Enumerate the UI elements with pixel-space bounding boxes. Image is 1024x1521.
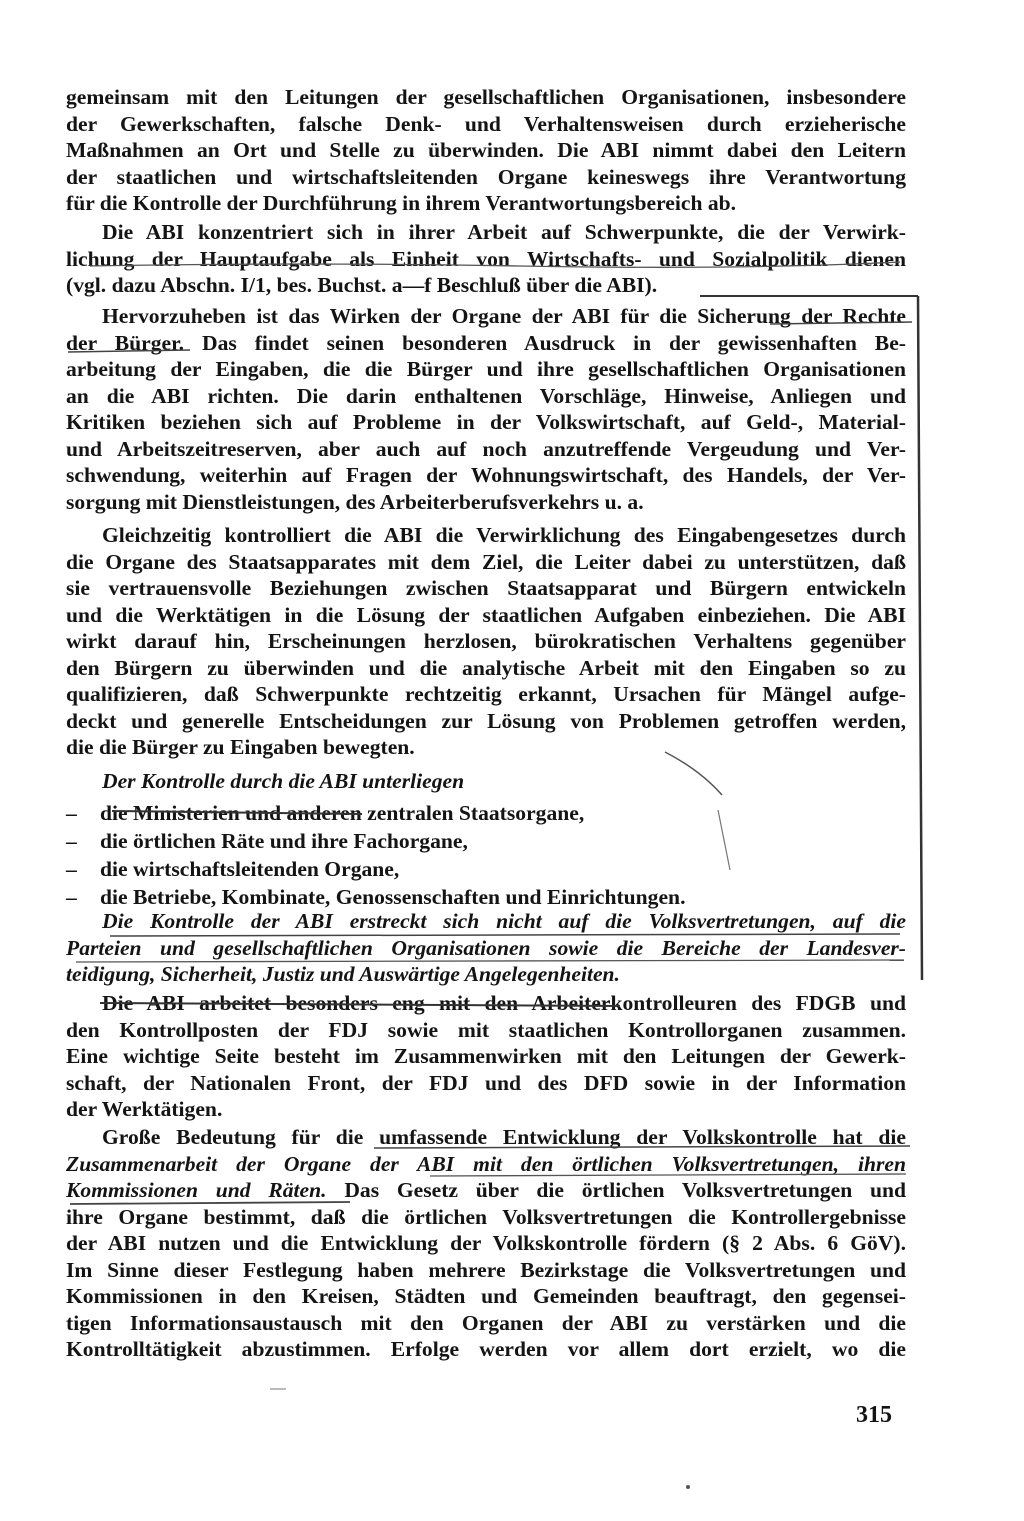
dash-bullet: – (66, 885, 77, 909)
text-line: arbeitung der Eingaben, die die Bürger und ihre gesellschaftlichen Organisationen (66, 357, 906, 381)
text-line: wirkt darauf hin, Erscheinungen herzlosen, bürokratischen Verhaltens gegenüber (66, 629, 906, 653)
text-line: Im Sinne dieser Festlegung haben mehrere Bezirkstage die Volksvertretungen und (66, 1257, 906, 1282)
list-item-text: die Betriebe, Kombinate, Genossenschaften und Einrichtungen. (100, 885, 686, 909)
text-line: (vgl. dazu Abschn. I/1, bes. Buchst. a—f Beschluß über die ABI). (66, 273, 658, 297)
text-line: für die Kontrolle der Durchführung in ihrem Verantwortungsbereich ab. (66, 191, 737, 215)
text-line: sie vertrauensvolle Beziehungen zwischen Staatsapparat und Bürgern entwickeln (66, 576, 906, 600)
text-line: an die ABI richten. Die darin enthaltenen Vorschläge, Hinweise, Anliegen und (66, 383, 906, 408)
text-line: der Bürger. Das findet seinen besonderen Ausdruck in der gewissenhaften Be- (66, 330, 906, 355)
text-line: der staatlichen und wirtschaftsleitenden Organe keineswegs ihre Verantwortung (66, 164, 906, 189)
text-line: der Gewerkschaften, falsche Denk- und Verhaltensweisen durch erzieherische (66, 111, 906, 136)
list-item (66, 828, 468, 855)
text-line: Hervorzuheben ist das Wirken der Organe der ABI für die Sicherung der Rechte (102, 304, 906, 328)
list-item (66, 800, 584, 827)
italic-paragraph (66, 908, 906, 988)
text-line: der ABI nutzen und die Entwicklung der Volkskontrolle fördern (§ 2 Abs. 6 GöV). (66, 1231, 906, 1255)
text-line: lichung der Hauptaufgabe als Einheit von Wirtschafts- und Sozialpolitik dienen (66, 246, 906, 271)
text-line: der Werktätigen. (66, 1097, 223, 1121)
text-line: gemeinsam mit den Leitungen der gesellschaftlichen Organisationen, insbesondere (66, 85, 906, 109)
paragraph-5 (66, 990, 906, 1123)
text-line: Die ABI arbeitet besonders eng mit den Arbeiterkontrolleuren des FDGB und (102, 991, 906, 1015)
list-item (66, 856, 399, 883)
text-line-italic: Zusammenarbeit der Organe der ABI mit den örtlichen Volksvertretungen, ihren (66, 1151, 906, 1176)
paragraph-1 (66, 84, 906, 217)
text-line: die die Bürger zu Eingaben bewegten. (66, 735, 415, 759)
text-line-mixed (66, 1177, 906, 1204)
text-line: und Arbeitszeitreserven, aber auch auf noch anzutreffende Vergeudung und Ver- (66, 436, 906, 461)
text-line: den Bürgern zu überwinden und die analytische Arbeit mit den Eingaben so zu (66, 655, 906, 680)
dash-bullet: – (66, 801, 77, 825)
text-line: Die Kontrolle der ABI erstreckt sich nicht auf die Volksvertretungen, auf die (102, 909, 906, 933)
text-line: den Kontrollposten der FDJ sowie mit staatlichen Kontrollorganen zusammen. (66, 1017, 906, 1042)
normal-run: Das Gesetz über die örtlichen Volksvertretungen und (326, 1178, 906, 1202)
text-line: Kommissionen in den Kreisen, Städten und Gemeinden beauftragt, den gegensei- (66, 1284, 906, 1308)
list-item-text: die Ministerien und anderen zentralen Staatsorgane, (100, 801, 585, 825)
text-line: Die ABI konzentriert sich in ihrer Arbeit auf Schwerpunkte, die der Verwirk- (102, 220, 906, 244)
paragraph-4 (66, 522, 906, 761)
text-line: teidigung, Sicherheit, Justiz und Auswärtige Angelegenheiten. (66, 962, 620, 986)
text-line: Große Bedeutung für die umfassende Entwicklung der Volkskontrolle hat die (102, 1125, 906, 1149)
dash-bullet: – (66, 857, 77, 881)
text-line: die Organe des Staatsapparates mit dem Ziel, die Leiter dabei zu unterstützen, daß (66, 549, 906, 574)
list-item (66, 884, 685, 911)
page-number: 315 (856, 1402, 892, 1428)
text-line: qualifizieren, daß Schwerpunkte rechtzeitig erkannt, Ursachen für Mängel aufge- (66, 682, 906, 706)
italic-run: Kommissionen und Räten. (66, 1178, 327, 1202)
text-line: und die Werktätigen in die Lösung der staatlichen Aufgaben einbeziehen. Die ABI (66, 602, 906, 627)
paragraph-3 (66, 303, 906, 515)
text-line: schwendung, weiterhin auf Fragen der Wohnungswirtschaft, des Handels, der Ver- (66, 463, 906, 487)
list-item-text: die wirtschaftsleitenden Organe, (100, 857, 400, 881)
text-line: Kontrolltätigkeit abzustimmen. Erfolge werden vor allem dort erzielt, wo die (66, 1337, 906, 1361)
list-item-text: die örtlichen Räte und ihre Fachorgane, (100, 829, 468, 853)
text-line: Kritiken beziehen sich auf Probleme in der Volkswirtschaft, auf Geld-, Material- (66, 410, 906, 434)
paragraph-2 (66, 219, 906, 299)
text-line: Gleichzeitig kontrolliert die ABI die Verwirklichung des Eingabengesetzes durch (102, 523, 906, 547)
text-line: sorgung mit Dienstleistungen, des Arbeiterberufsverkehrs u. a. (66, 489, 644, 514)
text-line: deckt und generelle Entscheidungen zur Lösung von Problemen getroffen werden, (66, 708, 906, 733)
text-line: ihre Organe bestimmt, daß die örtlichen Volksvertretungen die Kontrollergebnisse (66, 1204, 906, 1229)
text-line: Maßnahmen an Ort und Stelle zu überwinden. Die ABI nimmt dabei den Leitern (66, 138, 906, 162)
text-line: Parteien und gesellschaftlichen Organisationen sowie die Bereiche der Landesver- (66, 935, 906, 960)
text-line: tigen Informationsaustausch mit den Organen der ABI zu verstärken und die (66, 1310, 906, 1335)
text-line: Eine wichtige Seite besteht im Zusammenwirken mit den Leitungen der Gewerk- (66, 1044, 906, 1068)
text-line: schaft, der Nationalen Front, der FDJ und des DFD sowie in der Information (66, 1070, 906, 1095)
dash-bullet: – (66, 829, 77, 853)
list-intro: Der Kontrolle durch die ABI unterliegen (102, 769, 465, 793)
paragraph-6 (66, 1124, 906, 1363)
